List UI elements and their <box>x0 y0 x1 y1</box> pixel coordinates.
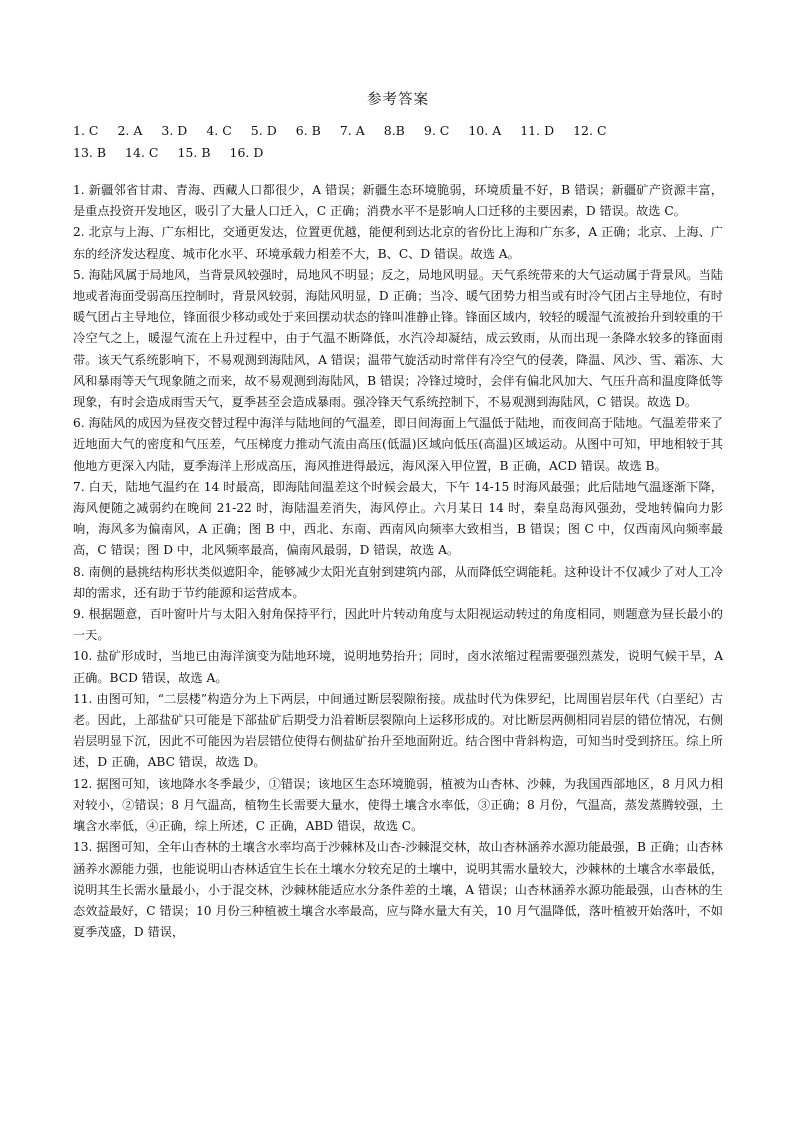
answer-item: 8.B <box>383 123 405 138</box>
answer-item: 3. D <box>161 123 188 138</box>
answer-item: 7. A <box>339 123 365 138</box>
explanations <box>73 180 723 943</box>
answer-item: 6. B <box>295 123 321 138</box>
explanation-paragraph: 7. 白天，陆地气温约在 14 时最高，即海陆间温差这个时候会最大，下午 14-15 时海风最强；此后陆地气温逐渐下降，海风便随之减弱约在晚间 21-22 时，海陆温差消失，海风停止。六月某日 14 时，秦皇岛海风强劲，受地转偏向力影响，海风多为偏南风，A 正确；图 B 中，西北、东南、西南风向频率大致相当，B 错误；图 C 中，仅西南风向频率最高，C 错误；图 D 中，北风频率最高，偏南风最弱，D 错误，故选 A。 <box>73 479 723 558</box>
explanation-paragraph: 12. 据图可知，该地降水冬季最少，①错误；该地区生态环境脆弱，植被为山杏林、沙棘，为我国西部地区，8 月风力相对较小，②错误；8 月气温高，植物生长需要大量水，使得土壤含水率低，③正确；8 月份，气温高，蒸发蒸腾较强，土壤含水率低，④正确，综上所述，C 正确，ABD 错误，故选 C。 <box>73 776 723 834</box>
answer-item: 2. A <box>117 123 143 138</box>
explanation-paragraph: 8. 南侧的悬挑结构形状类似遮阳伞，能够减少太阳光直射到建筑内部，从而降低空调能耗。这种设计不仅减少了对人工冷却的需求，还有助于节约能源和运营成本。 <box>73 564 723 600</box>
page-title: 参考答案 <box>367 92 429 108</box>
explanation-paragraph: 10. 盐矿形成时，当地已由海洋演变为陆地环境，说明地势抬升；同时，卤水浓缩过程需要强烈蒸发，说明气候干旱，A 正确。BCD 错误，故选 A。 <box>73 649 723 685</box>
explanation-paragraph: 6. 海陆风的成因为昼夜交替过程中海洋与陆地间的气温差，即日间海面上气温低于陆地，而夜间高于陆地。气温差带来了近地面大气的密度和气压差，气压梯度力推动气流由高压(低温)区域向低压(高温)区域运动。从图中可知，甲地相较于其他地方更深入内陆，夏季海洋上形成高压，海风推进得最远，海风深入甲位置，B 正确，ACD 错误。故选 B。 <box>73 416 723 473</box>
answer-item: 13. B <box>73 145 107 160</box>
explanation-paragraph: 13. 据图可知，全年山杏林的土壤含水率均高于沙棘林及山杏-沙棘混交林，故山杏林涵养水源功能最强，B 正确；山杏林涵养水源能力强，也能说明山杏林适宜生长在土壤水分较充足的土壤中，说明其需水量较大，沙棘林的土壤含水率最低，说明其生长需水量最小，小于混交林，沙棘林能适应水分条件差的土壤，A 错误；山杏林涵养水源功能最强，山杏林的生态效益最好，C 错误；10 月份三种植被土壤含水率最高，应与降水量大有关，10 月气温降低，落叶植被开始落叶，不如夏季茂盛，D 错误， <box>73 840 723 940</box>
answer-key-line-1 <box>73 120 723 142</box>
answer-item: 15. B <box>177 145 211 160</box>
answer-item: 9. C <box>423 123 450 138</box>
answer-item: 12. C <box>573 123 607 138</box>
answer-item: 5. D <box>250 123 277 138</box>
answer-key-line-2 <box>73 142 723 164</box>
answer-item: 4. C <box>206 123 232 138</box>
answer-key <box>73 120 723 164</box>
answer-item: 14. C <box>125 145 159 160</box>
explanation-paragraph: 11. 由图可知，“二层楼”构造分为上下两层，中间通过断层裂隙衔接。成盐时代为侏罗纪，比周围岩层年代（白垩纪）古老。因此，上部盐矿只可能是下部盐矿后期受力沿着断层裂隙向上运移形成的。对比断层两侧相同岩层的错位情况，右侧岩层明显下沉，因此不可能因为岩层错位使得右侧盐矿抬升至地面附近。结合图中背斜构造，可知当时受到挤压。综上所述，D 正确，ABC 错误，故选 D。 <box>73 691 723 770</box>
answer-item: 16. D <box>229 145 264 160</box>
answer-item: 11. D <box>520 123 555 138</box>
explanation-paragraph: 2. 北京与上海、广东相比，交通更发达，位置更优越，能便利到达北京的省份比上海和广东多，A 正确；北京、上海、广东的经济发达程度、城市化水平、环境承载力相差不大，B、C、D 错误。故选 A。 <box>73 225 723 261</box>
explanation-paragraph: 5. 海陆风属于局地风，当背景风较强时，局地风不明显；反之，局地风明显。天气系统带来的大气运动属于背景风。当陆地或者海面受弱高压控制时，背景风较弱，海陆风明显，D 正确；当冷、暖气团势力相当或有时冷气团占主导地位，有时暖气团占主导地位，锋面很少移动或处于来回摆动状态的锋叫准静止锋。锋面区域内，较轻的暖湿气流被抬升到较重的干冷空气之上，暖湿气流在上升过程中，由于气温不断降低，水汽冷却凝结，成云致雨，从而出现一条降水较多的锋面雨带。该天气系统影响下，不易观测到海陆风，A 错误；温带气旋活动时常伴有冷空气的侵袭，降温、风沙、雪、霜冻、大风和暴雨等天气现象随之而来，故不易观测到海陆风，B 错误；冷锋过境时，会伴有偏北风加大、气压升高和温度降低等现象，有时会造成雨雪天气，夏季甚至会造成暴雨。强冷锋天气系统控制下，不易观测到海陆风，C 错误。故选 D。 <box>73 267 723 410</box>
answer-item: 10. A <box>468 123 502 138</box>
answer-item: 1. C <box>73 123 99 138</box>
explanation-paragraph: 9. 根据题意，百叶窗叶片与太阳入射角保持平行，因此叶片转动角度与太阳视运动转过的角度相同，则题意为昼长最小的一天。 <box>73 607 723 643</box>
explanation-paragraph: 1. 新疆邻省甘肃、青海、西藏人口都很少，A 错误；新疆生态环境脆弱，环境质量不好，B 错误；新疆矿产资源丰富，是重点投资开发地区，吸引了大量人口迁入，C 正确；消费水平不是影响人口迁移的主要因素，D 错误。故选 C。 <box>73 183 723 219</box>
